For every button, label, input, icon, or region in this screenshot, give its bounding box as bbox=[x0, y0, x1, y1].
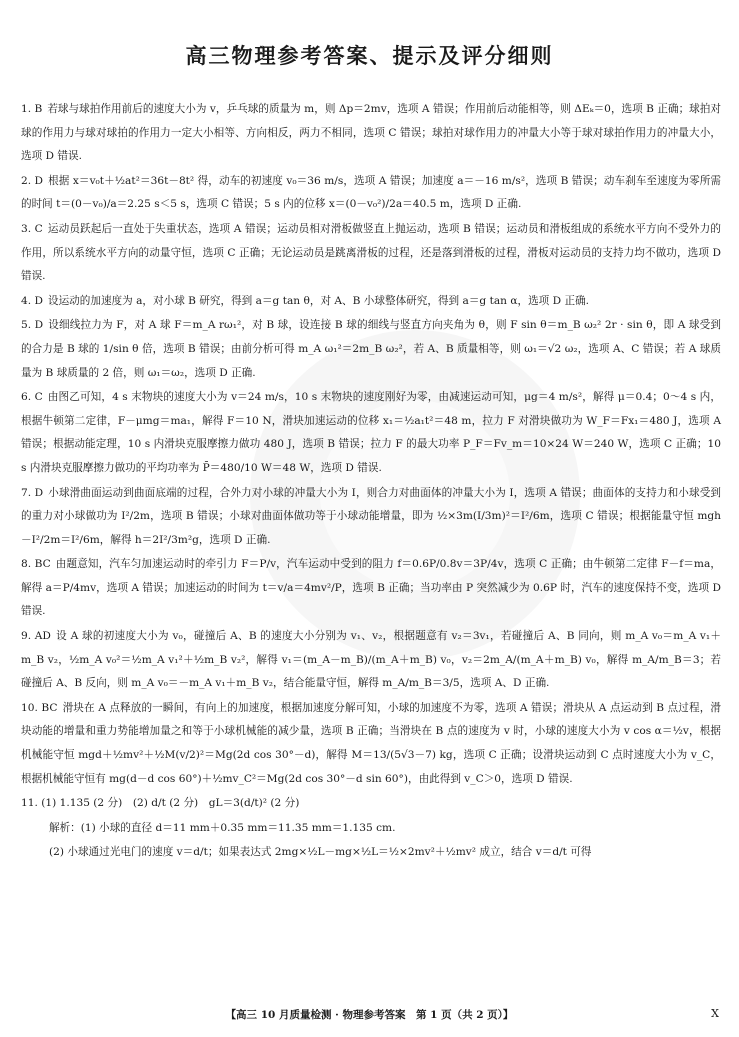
answer-item-11: 11. (1) 1.135 (2 分) (2) d/t (2 分) gL＝3(d/t)² (2 分) bbox=[21, 797, 300, 810]
analysis-line-2: (2) 小球通过光电门的速度 v＝d/t；如果表达式 2mg×½L－mg×½L＝½×2mv²＋½mv² 成立，结合 v＝d/t 可得 bbox=[49, 846, 592, 859]
page-title: 高三物理参考答案、提示及评分细则 bbox=[185, 43, 554, 68]
answer-item-1: 1. B 若球与球拍作用前后的速度大小为 v，乒乓球的质量为 m，则 Δp＝2mv，选项 A 错误；作用前后动能相等，则 ΔEₖ＝0，选项 B 正确；球拍对球的作用力与球对球拍的作用力一定大小相等、方向相反，两力不相同，选项 C 错误；球拍对球作用力的冲量大小等于球对球拍作用力的冲量大小，选项 D 错误. bbox=[21, 103, 721, 163]
answer-item-10: 10. BC 滑块在 A 点释放的一瞬间，有向上的加速度，根据加速度分解可知，小球的加速度不为零，选项 A 错误；滑块从 A 点运动到 B 点过程，滑块动能的增量和重力势能增加量之和等于小球机械能的减少量，选项 B 正确；当滑块在 B 点的速度为 v 时，小球的速度大小为 v cos α＝½v，根据机械能守恒 mgd＋½mv²＋½M(v/2)²＝Mg(2d cos 30°－d)，解得 M＝13/(5√3－7) kg，选项 C 正确；设滑块运动到 C 点时速度大小为 v_C，根据机械能守恒有 mg(d－d cos 60°)＋½mv_C²＝Mg(2d cos 30°－d sin 60°)，由此得到 v_C＞0，选项 D 错误. bbox=[21, 701, 722, 785]
answer-item-3: 3. C 运动员跃起后一直处于失重状态，选项 A 错误；运动员相对滑板做竖直上抛运动，选项 B 错误；运动员和滑板组成的系统水平方向不受外力的作用，所以系统水平方向的动量守恒，选项 C 正确；无论运动员是跳离滑板的过程，还是落到滑板的过程，滑板对运动员的支持力均不做功，选项 D 错误. bbox=[21, 222, 721, 283]
answer-item-4: 4. D 设运动的加速度为 a，对小球 B 研究，得到 a＝g tan θ，对 A、B 小球整体研究，得到 a＝g tan α，选项 D 正确. bbox=[21, 294, 590, 307]
answer-item-2: 2. D 根据 x＝v₀t＋½at²＝36t－8t² 得，动车的初速度 v₀＝36 m/s，选项 A 错误；加速度 a＝－16 m/s²，选项 B 错误；动车刹车至速度为零所需的时间 t＝(0－v₀)/a＝2.25 s＜5 s，选项 C 错误；5 s 内的位移 x＝(0－v₀²)/2a＝40.5 m，选项 D 正确. bbox=[21, 174, 721, 211]
analysis-line-1: 解析：(1) 小球的直径 d＝11 mm＋0.35 mm＝11.35 mm＝1.135 cm. bbox=[49, 821, 396, 834]
answer-item-5: 5. D 设细线拉力为 F，对 A 球 F＝m_A rω₁²，对 B 球，设连接 B 球的细线与竖直方向夹角为 θ，则 F sin θ＝m_B ω₂² 2r · sin θ，即 A 球受到的合力是 B 球的 1/sin θ 倍，选项 B 错误；由前分析可得 m_A ω₁²＝2m_B ω₂²，若 A、B 质量相等，则 ω₁＝√2 ω₂，选项 A、C 错误；若 A 球质量为 B 球质量的 2 倍，则 ω₁＝ω₂，选项 D 正确. bbox=[21, 319, 721, 379]
answer-item-7: 7. D 小球滑曲面运动到曲面底端的过程，合外力对小球的冲量大小为 I，则合力对曲面体的冲量大小为 I，选项 A 错误；曲面体的支持力和小球受到的重力对小球做功为 I²/2m，选项 B 错误；小球对曲面体做功等于小球动能增量，即为 ½×3m(I/3m)²＝I²/6m，选项 C 错误；根据能量守恒 mgh－I²/2m＝I²/6m，解得 h＝2I²/3m²g，选项 D 正确. bbox=[21, 486, 722, 546]
answer-item-6: 6. C 由图乙可知，4 s 末物块的速度大小为 v＝24 m/s，10 s 末物块的速度刚好为零，由减速运动可知，μg＝4 m/s²，解得 μ＝0.4；0～4 s 内，根据牛顿第二定律，F－μmg＝ma₁，解得 F＝10 N，滑块加速运动的位移 x₁＝½a₁t²＝48 m，拉力 F 对滑块做功为 W_F＝Fx₁＝480 J，选项 A 错误；根据动能定理，10 s 内滑块克服摩擦力做功 480 J，选项 B 错误；拉力 F 的最大功率 P_F＝Fv_m＝10×24 W＝240 W，选项 C 正确；10 s 内滑块克服摩擦力做功的平均功率为 P̄＝480/10 W＝48 W，选项 D 错误. bbox=[21, 391, 721, 474]
answer-body bbox=[21, 98, 721, 866]
page-footer: 【高三 10 月质量检测 · 物理参考答案 第 1 页（共 2 页）】 bbox=[225, 1009, 514, 1021]
answer-item-9: 9. AD 设 A 球的初速度大小为 v₀，碰撞后 A、B 的速度大小分别为 v₁、v₂，根据题意有 v₂＝3v₁，若碰撞后 A、B 同向，则 m_A v₀＝m_A v₁＋m_B v₂，½m_A v₀²＝½m_A v₁²＋½m_B v₂²，解得 v₁＝(m_A－m_B)/(m_A＋m_B) v₀，v₂＝2m_A/(m_A＋m_B) v₀，解得 m_A/m_B＝3；若碰撞后 A、B 反向，则 m_A v₀＝－m_A v₁＋m_B v₂，结合能量守恒，解得 m_A/m_B＝3/5，选项 A、D 正确. bbox=[21, 630, 721, 690]
answer-item-8: 8. BC 由题意知，汽车匀加速运动时的牵引力 F＝P/v，汽车运动中受到的阻力 f＝0.6P/0.8v＝3P/4v，选项 C 正确；由牛顿第二定律 F－f＝ma，解得 a＝P/4mv，选项 A 错误；加速运动的时间为 t＝v/a＝4mv²/P，选项 B 正确；当功率由 P 突然减少为 0.6P 时，汽车的速度保持不变，选项 D 错误. bbox=[21, 558, 721, 618]
footer-mark: X bbox=[711, 1007, 719, 1020]
